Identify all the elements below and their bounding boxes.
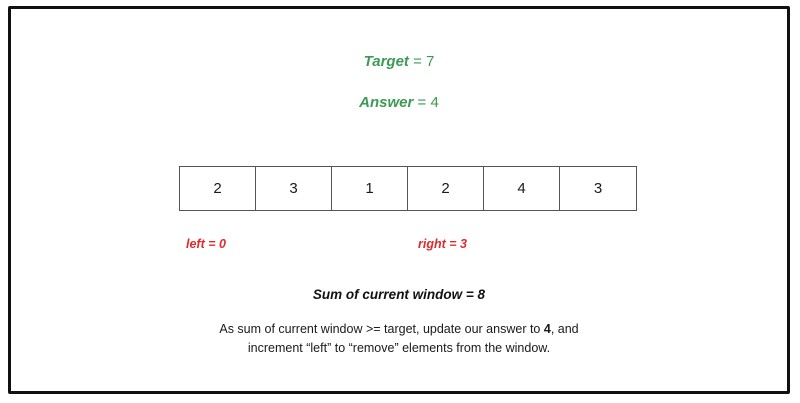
left-pointer-label [186, 237, 226, 251]
array-cell: 3 [560, 167, 636, 210]
array-cell: 4 [484, 167, 560, 210]
target-line [11, 53, 787, 70]
explanation-line-1-pre: As sum of current window >= target, update our answer to [219, 322, 544, 336]
answer-line [11, 94, 787, 111]
right-pointer-name: right [418, 237, 446, 251]
explanation-text [11, 320, 787, 359]
explanation-answer-value: 4 [543, 322, 551, 336]
target-value: 7 [426, 53, 435, 70]
answer-value: 4 [430, 94, 439, 111]
answer-equals: = [413, 94, 431, 111]
diagram-stage [11, 9, 787, 391]
explanation-line-1-post: , and [550, 322, 579, 336]
array-cell: 1 [332, 167, 408, 210]
array-cell: 3 [256, 167, 332, 210]
target-label: Target [363, 53, 409, 70]
window-sum-label: Sum of current window = 8 [312, 287, 486, 302]
left-pointer-value: 0 [219, 237, 226, 251]
left-pointer-name: left [186, 237, 205, 251]
right-pointer-label [418, 237, 467, 251]
target-equals: = [408, 53, 427, 70]
right-pointer-value: 3 [460, 237, 467, 251]
answer-label: Answer [359, 94, 414, 111]
explanation-line-1 [11, 320, 787, 339]
array-cell: 2 [180, 167, 256, 210]
array-cell: 2 [408, 167, 484, 210]
diagram-frame [8, 6, 790, 394]
array-container [179, 166, 637, 211]
left-pointer-equals: = [204, 237, 219, 251]
right-pointer-equals: = [445, 237, 461, 251]
explanation-line-2: increment “left” to “remove” elements from the window. [247, 341, 551, 356]
